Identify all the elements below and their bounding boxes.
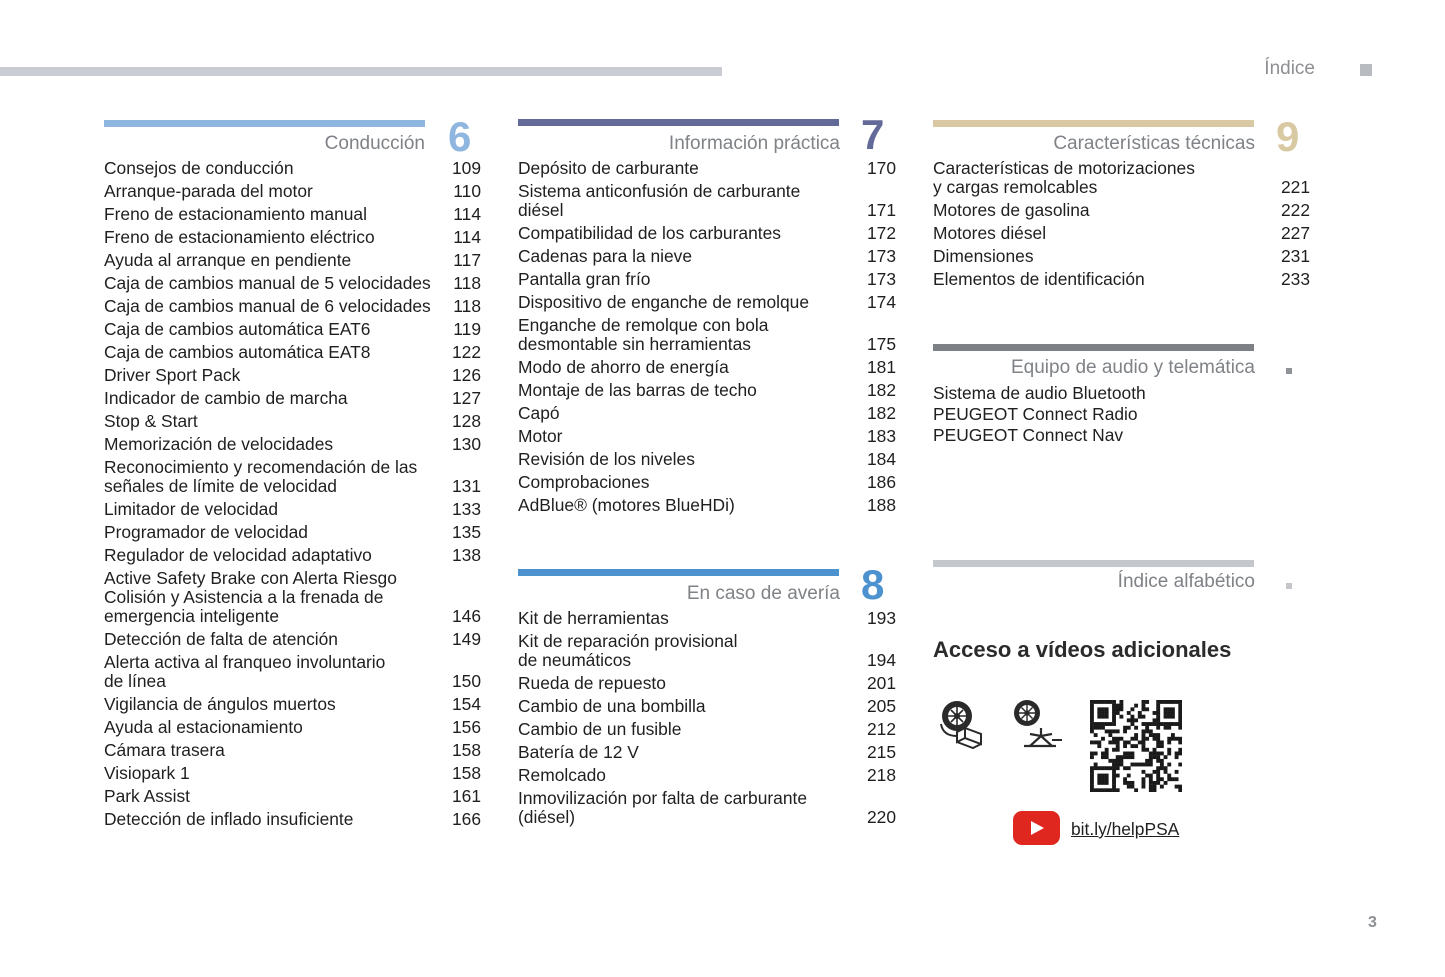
- toc-entry[interactable]: [104, 274, 481, 293]
- videos-title: Acceso a vídeos adicionales: [933, 637, 1232, 662]
- toc-entry[interactable]: [518, 316, 896, 354]
- toc-entry[interactable]: [518, 697, 896, 716]
- toc-entry-label: Compatibilidad de los carburantes: [518, 223, 781, 243]
- toc-entry-page: 166: [451, 809, 481, 829]
- toc-entry[interactable]: [518, 182, 896, 220]
- section-9-list: [933, 159, 1310, 293]
- section-7-list: [518, 159, 896, 519]
- toc-entry-page: 193: [866, 608, 896, 628]
- section-8-list: [518, 609, 896, 831]
- toc-entry-page: 231: [1280, 246, 1310, 266]
- toc-entry-label: Motores de gasolina: [933, 200, 1090, 220]
- toc-entry-label: Ayuda al estacionamiento: [104, 717, 303, 737]
- toc-entry-page: 138: [451, 545, 481, 565]
- help-video-link[interactable]: bit.ly/helpPSA: [1071, 819, 1180, 839]
- toc-entry[interactable]: [104, 182, 481, 201]
- toc-entry[interactable]: [518, 720, 896, 739]
- toc-entry[interactable]: [104, 366, 481, 385]
- section-9-title[interactable]: Características técnicas: [1053, 133, 1255, 154]
- toc-entry-label: Stop & Start: [104, 411, 198, 431]
- toc-entry-label: Arranque-parada del motor: [104, 181, 313, 201]
- toc-entry-label: Freno de estacionamiento manual: [104, 204, 367, 224]
- toc-entry[interactable]: [104, 251, 481, 270]
- audio-section-bar: [933, 344, 1254, 351]
- toc-entry-label: Cámara trasera: [104, 740, 225, 760]
- toc-entry-page: 220: [866, 807, 896, 827]
- toc-entry-label: Capó: [518, 403, 560, 423]
- toc-entry-page: 110: [453, 181, 481, 201]
- toc-entry-label: Detección de falta de atención: [104, 629, 338, 649]
- toc-entry[interactable]: [104, 458, 481, 496]
- toc-entry-page: 194: [866, 650, 896, 670]
- toc-entry[interactable]: [104, 741, 481, 760]
- toc-entry-page: 218: [866, 765, 896, 785]
- audio-item[interactable]: PEUGEOT Connect Nav: [933, 425, 1124, 445]
- toc-entry[interactable]: [518, 609, 896, 628]
- toc-entry-label: Revisión de los niveles: [518, 449, 695, 469]
- toc-entry-label: Elementos de identificación: [933, 269, 1145, 289]
- toc-entry-page: 173: [866, 246, 896, 266]
- toc-entry[interactable]: [104, 764, 481, 783]
- toc-entry-label: Modo de ahorro de energía: [518, 357, 729, 377]
- section-7-number: 7: [861, 111, 885, 158]
- toc-entry-page: 233: [1280, 269, 1310, 289]
- toc-entry-page: 201: [866, 673, 896, 693]
- toc-entry-page: 227: [1280, 223, 1310, 243]
- toc-entry-label: Kit de herramientas: [518, 608, 669, 628]
- audio-section-marker: [1286, 368, 1292, 374]
- toc-entry-label: Cambio de una bombilla: [518, 696, 706, 716]
- toc-entry-label: Caja de cambios automática EAT8: [104, 342, 371, 362]
- section-8-number: 8: [861, 561, 885, 608]
- toc-entry[interactable]: [518, 473, 896, 492]
- toc-entry-label: Remolcado: [518, 765, 606, 785]
- toc-entry[interactable]: [104, 228, 481, 247]
- toc-entry-label: Kit de reparación provisional de neumáticos: [518, 631, 738, 670]
- toc-entry[interactable]: [518, 404, 896, 423]
- toc-entry-page: 175: [866, 334, 896, 354]
- toc-entry-page: 127: [451, 388, 481, 408]
- toc-entry-label: Dimensiones: [933, 246, 1034, 266]
- toc-entry-page: 114: [453, 204, 481, 224]
- toc-entry[interactable]: [104, 546, 481, 565]
- toc-entry[interactable]: [104, 630, 481, 649]
- alpha-index-bar: [933, 560, 1254, 567]
- alpha-index-marker: [1286, 583, 1292, 589]
- toc-entry[interactable]: [104, 523, 481, 542]
- toc-entry-page: 212: [866, 719, 896, 739]
- toc-entry[interactable]: [104, 389, 481, 408]
- toc-entry[interactable]: [104, 787, 481, 806]
- toc-entry[interactable]: [104, 320, 481, 339]
- toc-entry[interactable]: [933, 159, 1310, 197]
- toc-entry[interactable]: [104, 412, 481, 431]
- toc-entry-page: 158: [451, 740, 481, 760]
- toc-entry-label: Rueda de repuesto: [518, 673, 666, 693]
- toc-entry[interactable]: [518, 743, 896, 762]
- toc-entry-label: Cadenas para la nieve: [518, 246, 693, 266]
- toc-entry-label: Enganche de remolque con bola desmontable sin herramientas: [518, 315, 769, 354]
- toc-entry[interactable]: [104, 435, 481, 454]
- wheel-jack-icon: [1010, 698, 1064, 750]
- header-bar: [0, 67, 722, 76]
- toc-entry[interactable]: [518, 247, 896, 266]
- toc-entry-page: 128: [451, 411, 481, 431]
- toc-entry[interactable]: [518, 450, 896, 469]
- section-7-title[interactable]: Información práctica: [668, 133, 840, 154]
- toc-entry-label: Vigilancia de ángulos muertos: [104, 694, 336, 714]
- toc-entry-page: 158: [451, 763, 481, 783]
- toc-entry[interactable]: [518, 674, 896, 693]
- toc-entry-label: Sistema anticonfusión de carburante diésel: [518, 181, 801, 220]
- toc-entry-page: 222: [1280, 200, 1310, 220]
- qr-code-icon[interactable]: [1090, 700, 1182, 792]
- toc-entry-label: Limitador de velocidad: [104, 499, 279, 519]
- toc-entry-page: 149: [451, 629, 481, 649]
- toc-entry-label: Montaje de las barras de techo: [518, 380, 757, 400]
- section-6-bar: [104, 120, 425, 127]
- toc-entry-label: AdBlue® (motores BlueHDi): [518, 495, 735, 515]
- tyre-repair-kit-icon: [937, 698, 987, 750]
- toc-entry-page: 172: [866, 223, 896, 243]
- toc-entry-page: 188: [866, 495, 896, 515]
- toc-entry-label: Características de motorizaciones y cargas remolcables: [933, 158, 1195, 197]
- toc-entry[interactable]: [518, 293, 896, 312]
- toc-entry[interactable]: [933, 247, 1310, 266]
- toc-entry-page: 170: [866, 158, 896, 178]
- toc-entry[interactable]: [104, 205, 481, 224]
- toc-entry-page: 156: [451, 717, 481, 737]
- toc-entry[interactable]: [104, 695, 481, 714]
- toc-entry[interactable]: [104, 159, 481, 178]
- audio-item[interactable]: Sistema de audio Bluetooth: [933, 383, 1146, 403]
- header-square-marker: [1360, 64, 1372, 76]
- toc-entry-page: 133: [451, 499, 481, 519]
- toc-entry-page: 186: [866, 472, 896, 492]
- youtube-icon[interactable]: [1013, 811, 1060, 845]
- toc-entry-label: Pantalla gran frío: [518, 269, 651, 289]
- toc-entry-label: Ayuda al arranque en pendiente: [104, 250, 352, 270]
- toc-entry-page: 174: [866, 292, 896, 312]
- toc-entry-page: 154: [451, 694, 481, 714]
- toc-entry-label: Comprobaciones: [518, 472, 650, 492]
- toc-entry-page: 184: [866, 449, 896, 469]
- toc-entry-label: Indicador de cambio de marcha: [104, 388, 348, 408]
- toc-entry[interactable]: [104, 500, 481, 519]
- toc-entry-label: Caja de cambios manual de 5 velocidades: [104, 273, 431, 293]
- toc-entry-label: Visiopark 1: [104, 763, 190, 783]
- toc-entry-label: Cambio de un fusible: [518, 719, 682, 739]
- page-number: 3: [1368, 914, 1377, 931]
- toc-entry[interactable]: [104, 297, 481, 316]
- toc-entry-page: 119: [453, 319, 481, 339]
- toc-entry-label: Consejos de conducción: [104, 158, 294, 178]
- toc-entry-label: Freno de estacionamiento eléctrico: [104, 227, 375, 247]
- toc-entry-page: 146: [451, 606, 481, 626]
- section-6-list: [104, 159, 481, 833]
- toc-entry-page: 109: [451, 158, 481, 178]
- audio-section-list: [933, 383, 1253, 446]
- toc-entry-label: Depósito de carburante: [518, 158, 699, 178]
- toc-entry-page: 205: [866, 696, 896, 716]
- toc-entry-label: Reconocimiento y recomendación de las señales de límite de velocidad: [104, 457, 418, 496]
- toc-entry[interactable]: [104, 810, 481, 829]
- toc-entry-page: 182: [866, 380, 896, 400]
- toc-entry-page: 126: [451, 365, 481, 385]
- toc-entry-label: Caja de cambios manual de 6 velocidades: [104, 296, 431, 316]
- toc-entry-page: 181: [866, 357, 896, 377]
- toc-entry[interactable]: [518, 766, 896, 785]
- toc-entry-page: 161: [451, 786, 481, 806]
- toc-entry-page: 173: [866, 269, 896, 289]
- toc-entry-label: Motores diésel: [933, 223, 1047, 243]
- section-8-title[interactable]: En caso de avería: [686, 583, 840, 604]
- section-8-bar: [518, 569, 839, 576]
- toc-entry-label: Programador de velocidad: [104, 522, 308, 542]
- toc-entry-page: 150: [451, 671, 481, 691]
- toc-entry-label: Active Safety Brake con Alerta Riesgo Colisión y Asistencia a la frenada de emergencia inteligente: [104, 568, 397, 626]
- section-6-title[interactable]: Conducción: [324, 133, 425, 154]
- toc-entry[interactable]: [518, 427, 896, 446]
- section-7-bar: [518, 119, 839, 126]
- toc-entry-page: 171: [866, 200, 896, 220]
- toc-entry-label: Inmovilización por falta de carburante (diésel): [518, 788, 808, 827]
- toc-entry-label: Regulador de velocidad adaptativo: [104, 545, 372, 565]
- toc-entry[interactable]: [518, 632, 896, 670]
- toc-entry[interactable]: [518, 270, 896, 289]
- toc-entry-label: Park Assist: [104, 786, 191, 806]
- toc-entry-page: 131: [451, 476, 481, 496]
- toc-entry[interactable]: [518, 224, 896, 243]
- toc-entry-page: 135: [451, 522, 481, 542]
- toc-entry[interactable]: [933, 201, 1310, 220]
- toc-entry-page: 118: [453, 273, 481, 293]
- toc-entry-label: Alerta activa al franqueo involuntario de línea: [104, 652, 386, 691]
- section-6-number: 6: [448, 113, 472, 160]
- alpha-index-title[interactable]: Índice alfabético: [1117, 571, 1255, 592]
- audio-section-title[interactable]: Equipo de audio y telemática: [1011, 357, 1255, 378]
- toc-entry[interactable]: [104, 343, 481, 362]
- toc-entry[interactable]: [518, 496, 896, 515]
- toc-entry-label: Detección de inflado insuficiente: [104, 809, 354, 829]
- toc-entry[interactable]: [104, 569, 481, 626]
- toc-entry-label: Caja de cambios automática EAT6: [104, 319, 371, 339]
- toc-entry[interactable]: [933, 224, 1310, 243]
- toc-entry-page: 117: [453, 250, 481, 270]
- toc-entry-page: 122: [451, 342, 481, 362]
- toc-entry[interactable]: [518, 381, 896, 400]
- page-header-title: Índice: [1264, 58, 1315, 79]
- toc-entry[interactable]: [518, 358, 896, 377]
- audio-item[interactable]: PEUGEOT Connect Radio: [933, 404, 1138, 424]
- toc-entry-page: 182: [866, 403, 896, 423]
- toc-entry-label: Motor: [518, 426, 563, 446]
- toc-entry-label: Driver Sport Pack: [104, 365, 241, 385]
- toc-entry[interactable]: [104, 718, 481, 737]
- toc-entry-page: 118: [453, 296, 481, 316]
- section-9-bar: [933, 120, 1254, 127]
- toc-entry[interactable]: [518, 789, 896, 827]
- toc-entry-label: Dispositivo de enganche de remolque: [518, 292, 809, 312]
- toc-entry-page: 183: [866, 426, 896, 446]
- section-9-number: 9: [1276, 113, 1300, 160]
- toc-entry-page: 130: [451, 434, 481, 454]
- toc-entry[interactable]: [518, 159, 896, 178]
- toc-entry[interactable]: [104, 653, 481, 691]
- toc-entry-page: 221: [1280, 177, 1310, 197]
- toc-entry[interactable]: [933, 270, 1310, 289]
- toc-entry-label: Memorización de velocidades: [104, 434, 334, 454]
- toc-entry-page: 114: [453, 227, 481, 247]
- toc-entry-label: Batería de 12 V: [518, 742, 639, 762]
- toc-entry-page: 215: [866, 742, 896, 762]
